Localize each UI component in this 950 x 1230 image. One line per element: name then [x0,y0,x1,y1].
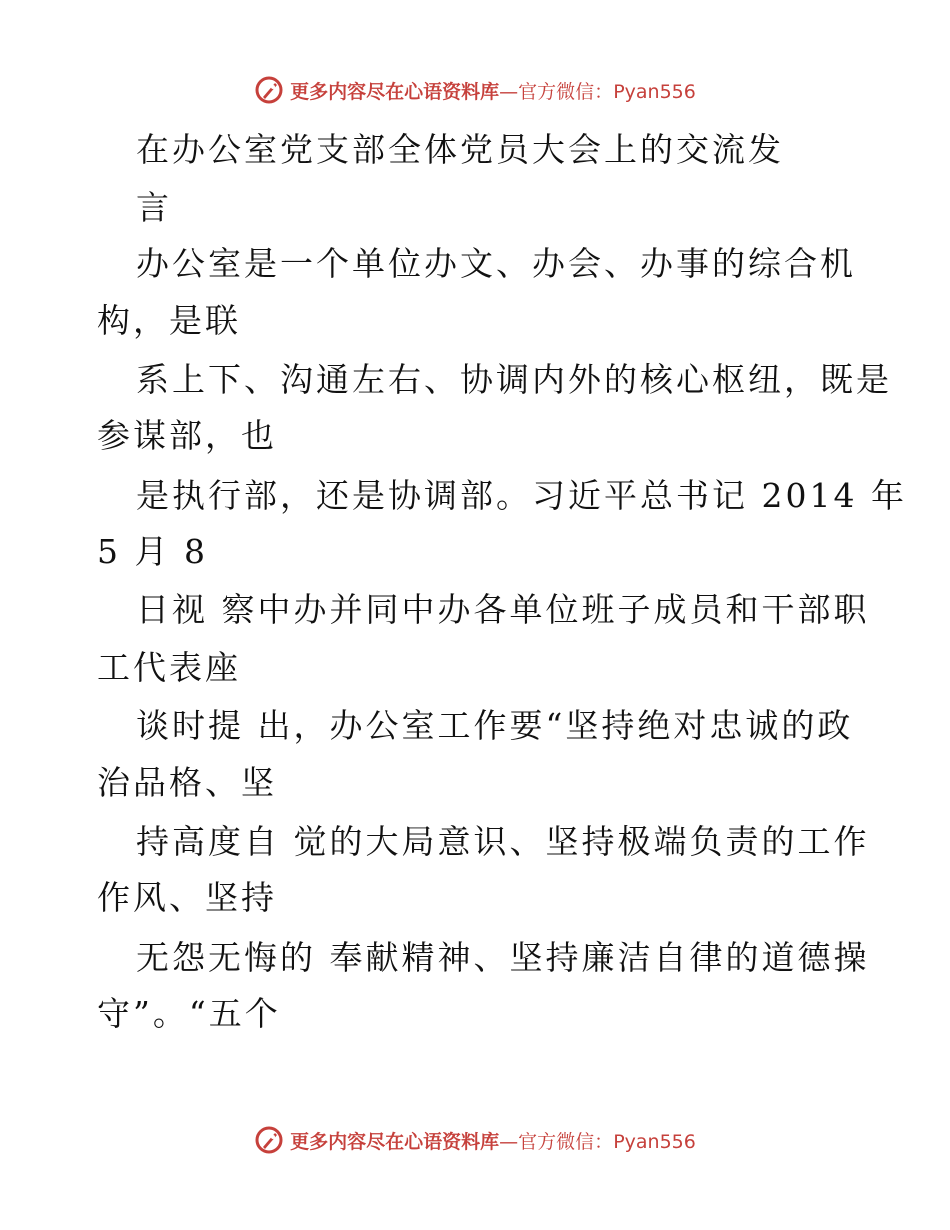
paragraph-line: 系上下、沟通左右、协调内外的核心枢纽，既是 [136,360,892,399]
paragraph-line: 日视 察中办并同中办各单位班子成员和干部职 [136,590,870,629]
banner-suffix-text: 官方微信： [518,1130,614,1153]
paragraph-line: 5 月 8 [97,532,208,571]
paragraph-line: 作风、坚持 [97,878,277,917]
banner-text [290,77,696,104]
paragraph-line: 守”。“五个 [97,994,281,1033]
paragraph-line: 参谋部，也 [97,416,277,455]
paragraph-line: 是执行部，还是协调部。习近平总书记 2014 年 [136,476,907,515]
paragraph-line: 构，是联 [97,301,241,340]
quill-logo-icon [254,75,284,105]
paragraph-line: 办公室是一个单位办文、办会、办事的综合机 [136,244,856,283]
document-title-line-2: 言 [136,188,172,227]
banner-suffix-text: 官方微信： [518,80,614,103]
banner-dash: — [499,80,519,103]
banner-main-text: 更多内容尽在心语资料库 [290,80,500,103]
banner-wechat-id: Pyan556 [613,80,696,103]
paragraph-line: 治品格、坚 [97,763,277,802]
banner-dash: — [499,1130,519,1153]
banner-main-text: 更多内容尽在心语资料库 [290,1130,500,1153]
document-title-line-1: 在办公室党支部全体党员大会上的交流发 [136,130,784,169]
paragraph-line: 持高度自 觉的大局意识、坚持极端负责的工作 [136,822,870,861]
banner-text [290,1127,696,1154]
paragraph-line: 工代表座 [97,648,241,687]
footer-banner [0,1120,950,1160]
quill-logo-icon [254,1125,284,1155]
paragraph-line: 无怨无悔的 奉献精神、坚持廉洁自律的道德操 [136,938,870,977]
banner-wechat-id: Pyan556 [613,1130,696,1153]
paragraph-line: 谈时提 出，办公室工作要“坚持绝对忠诚的政 [136,706,854,745]
header-banner [0,70,950,110]
